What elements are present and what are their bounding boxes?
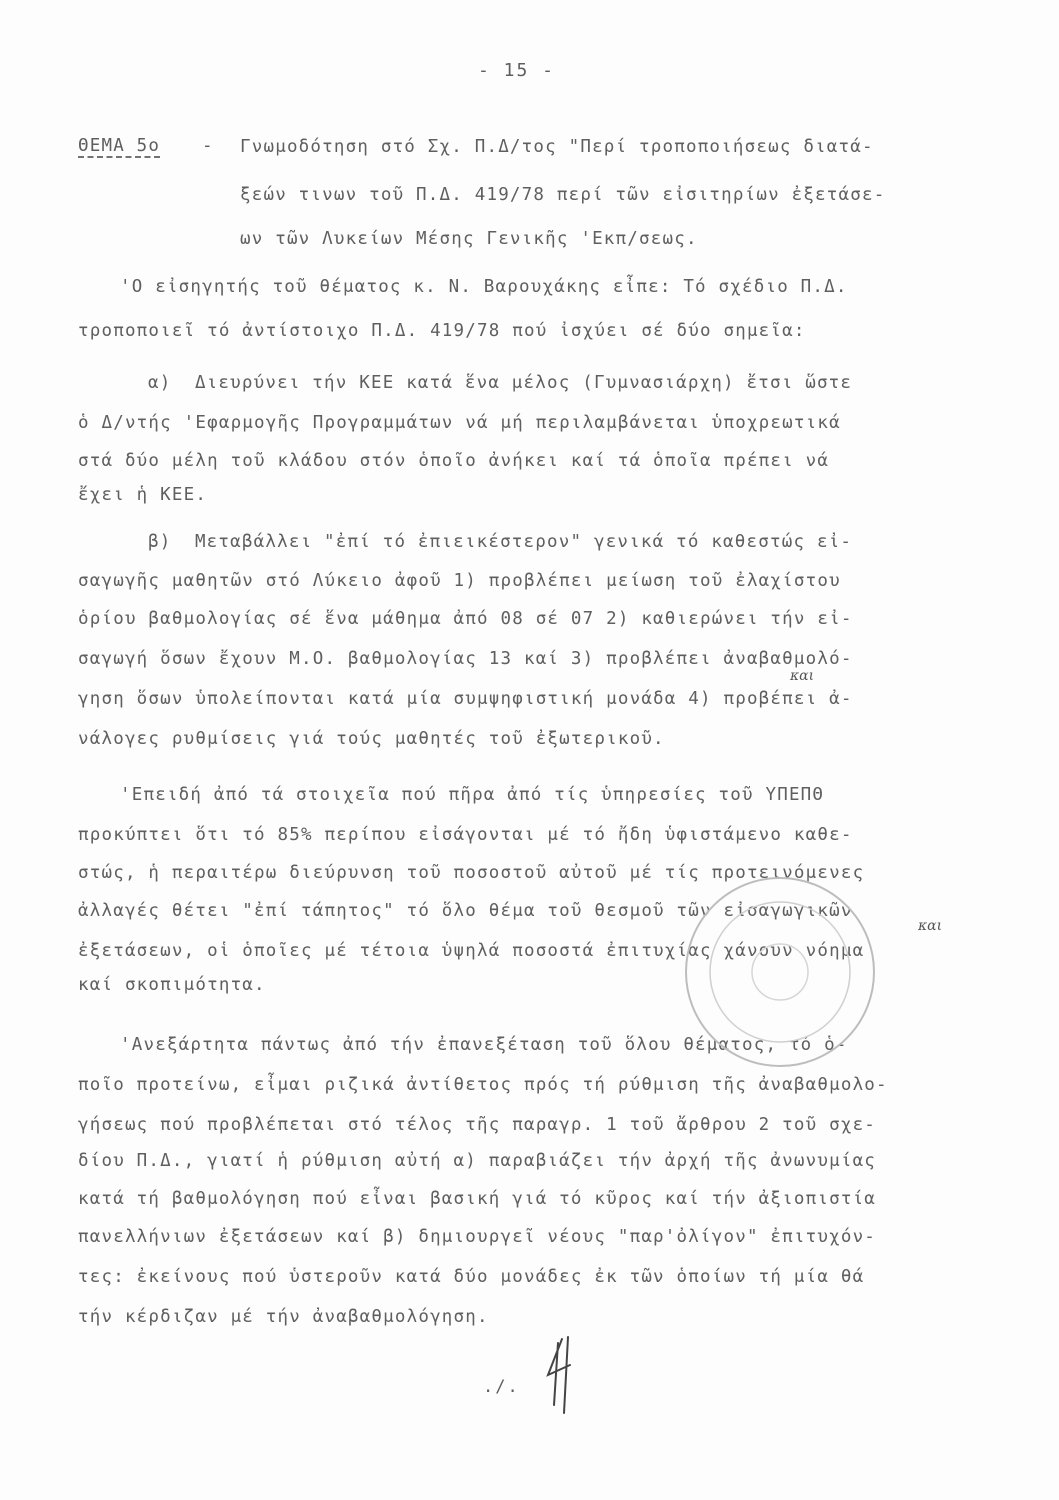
point-a-line-1: α) Διευρύνει τήν ΚΕΕ κατά ἕνα μέλος (Γυμνασιάρχη) ἔτσι ὥστε	[148, 373, 853, 393]
point-a-line-2: ὁ Δ/ντής 'Εφαρμογῆς Προγραμμάτων νά μή περιλαμβάνεται ὑποχρεωτικά	[78, 413, 841, 433]
para-4-line-5: κατά τή βαθμολόγηση πού εἶναι βασική γιά τό κῦρος καί τήν ἀξιοπιστία	[78, 1189, 877, 1209]
para-4-line-4: δίου Π.Δ., γιατί ἡ ρύθμιση αὐτή α) παραβιάζει τήν ἀρχή τῆς ἀνωνυμίας	[78, 1151, 877, 1171]
para-4-line-2: ποῖο προτείνω, εἶμαι ριζικά ἀντίθετος πρός τή ρύθμιση τῆς ἀναβαθμολο-	[78, 1075, 888, 1095]
intro-line-1: 'Ο εἰσηγητής τοῦ θέματος κ. Ν. Βαρουχάκης εἶπε: Τό σχέδιο Π.Δ.	[120, 277, 848, 297]
point-b-line-5: γηση ὅσων ὑπολείπονται κατά μία συμψηφιστική μονάδα 4) προβέπει ἀ-	[78, 689, 853, 709]
topic-label: ΘΕΜΑ 5ο	[78, 136, 161, 156]
point-a-line-4: ἔχει ἡ ΚΕΕ.	[78, 485, 208, 505]
topic-line-2: ξεών τινων τοῦ Π.Δ. 419/78 περί τῶν εἰσιτηρίων ἐξετάσε-	[240, 185, 886, 205]
para-4-line-7: τες: ἐκείνους πού ὑστεροῦν κατά δύο μονάδες ἐκ τῶν ὁποίων τή μία θά	[78, 1267, 865, 1287]
para-4-line-8: τήν κέρδιζαν μέ τήν ἀναβαθμολόγηση.	[78, 1307, 489, 1327]
para-3-line-2: προκύπτει ὅτι τό 85% περίπου εἰσάγονται μέ τό ἤδη ὑφιστάμενο καθε-	[78, 825, 853, 845]
intro-line-2: τροποποιεῖ τό ἀντίστοιχο Π.Δ. 419/78 πού ἰσχύει σέ δύο σημεῖα:	[78, 321, 806, 341]
para-3-line-6: καί σκοπιμότητα.	[78, 975, 266, 995]
para-3-line-1: 'Επειδή ἀπό τά στοιχεῖα πού πῆρα ἀπό τίς ὑπηρεσίες τοῦ ΥΠΕΠΘ	[120, 785, 825, 805]
topic-line-1: Γνωμοδότηση στό Σχ. Π.Δ/τος "Περί τροποποιήσεως διατά-	[240, 137, 874, 157]
point-b-line-4: σαγωγή ὅσων ἔχουν Μ.Ο. βαθμολογίας 13 καί 3) προβλέπει ἀναβαθμολό-	[78, 649, 853, 669]
para-3-line-5: ἐξετάσεων, οἱ ὁποῖες μέ τέτοια ὑψηλά ποσοστά ἐπιτυχίας χάνουν νόημα	[78, 941, 865, 961]
handwritten-insert-kai-1: και	[790, 668, 815, 684]
point-b-line-1: β) Μεταβάλλει "ἐπί τό ἐπιεικέστερον" γενικά τό καθεστώς εἰ-	[148, 532, 853, 552]
para-3-line-4: ἀλλαγές θέτει "ἐπί τάπητος" τό ὅλο θέμα τοῦ θεσμοῦ τῶν εἰσαγωγικῶν	[78, 901, 853, 921]
official-stamp	[680, 872, 880, 1072]
signature	[540, 1335, 590, 1415]
para-4-line-3: γήσεως πού προβλέπεται στό τέλος τῆς παραγρ. 1 τοῦ ἄρθρου 2 τοῦ σχε-	[78, 1115, 877, 1135]
point-b-line-2: σαγωγῆς μαθητῶν στό Λύκειο ἀφοῦ 1) προβλέπει μείωση τοῦ ἐλαχίστου	[78, 571, 841, 591]
point-b-line-6: νάλογες ρυθμίσεις γιά τούς μαθητές τοῦ ἐξωτερικοῦ.	[78, 729, 665, 749]
handwritten-insert-kai-2: και	[918, 918, 943, 934]
topic-line-3: ων τῶν Λυκείων Μέσης Γενικῆς 'Εκπ/σεως.	[240, 229, 698, 249]
topic-dash: -	[202, 136, 213, 156]
page-number: - 15 -	[478, 60, 556, 81]
end-mark: ./.	[483, 1377, 520, 1397]
point-b-line-3: ὁρίου βαθμολογίας σέ ἕνα μάθημα ἀπό 08 σέ 07 2) καθιερώνει τήν εἰ-	[78, 609, 853, 629]
para-4-line-1: 'Ανεξάρτητα πάντως ἀπό τήν ἐπανεξέταση τοῦ ὅλου θέματος, τό ὁ-	[120, 1035, 848, 1055]
para-4-line-6: πανελλήνιων ἐξετάσεων καί β) δημιουργεῖ νέους "παρ'ὀλίγον" ἐπιτυχόν-	[78, 1227, 877, 1247]
point-a-line-3: στά δύο μέλη τοῦ κλάδου στόν ὁποῖο ἀνήκει καί τά ὁποῖα πρέπει νά	[78, 451, 830, 471]
para-3-line-3: στώς, ἡ περαιτέρω διεύρυνση τοῦ ποσοστοῦ αὐτοῦ μέ τίς προτεινόμενες	[78, 863, 865, 883]
